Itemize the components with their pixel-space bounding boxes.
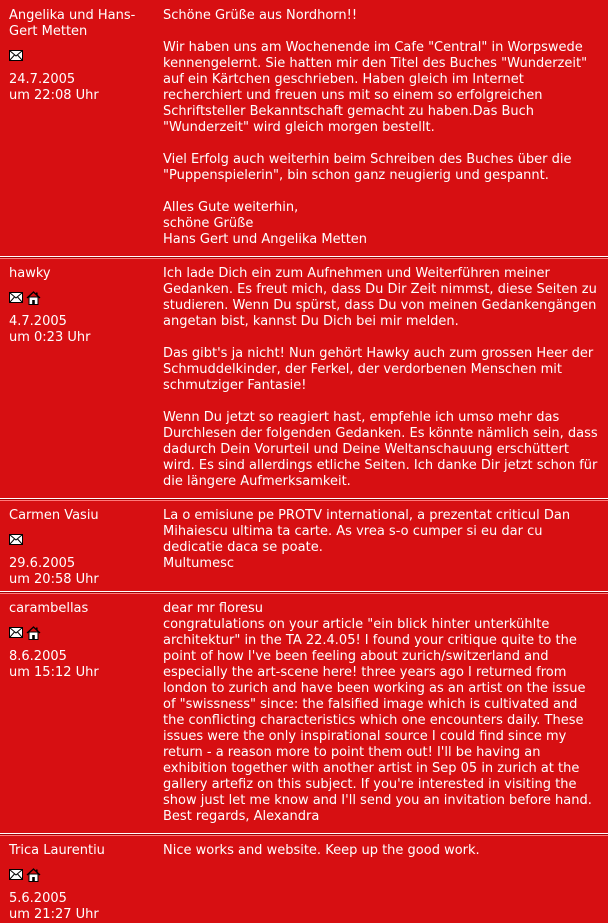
message-paragraph: Viel Erfolg auch weiterhin beim Schreiben des Buches über die "Puppenspielerin", bin schon ganz neugierig und gespannt. [163,152,572,183]
entry-date: 5.6.2005 [9,891,67,906]
mail-icon[interactable] [9,627,23,643]
entry-time: um 15:12 Uhr [9,665,99,680]
guestbook-entry [0,500,608,588]
mail-icon[interactable] [9,50,23,66]
entry-time: um 22:08 Uhr [9,88,99,103]
author-name: hawky [9,266,51,281]
guestbook-entry [0,0,608,253]
mail-icon[interactable] [9,869,23,885]
entry-meta [0,0,154,253]
contact-icons [9,534,154,550]
guestbook-entry [0,835,608,923]
entry-message [154,0,598,253]
entry-date: 4.7.2005 [9,314,67,329]
entry-message [154,593,598,830]
contact-icons [9,292,154,308]
home-icon[interactable] [26,626,41,645]
contact-icons [9,50,154,66]
author-name: carambellas [9,601,89,616]
entry-time: um 0:23 Uhr [9,330,91,345]
entry-meta [0,593,154,830]
entry-message [154,258,598,495]
guestbook-entry [0,593,608,830]
message-paragraph: Das gibt's ja nicht! Nun gehört Hawky auch zum grossen Heer der Schmuddelkinder, der Ferkel, der verdorbenen Menschen mit schmutziger Fantasie! [163,346,594,393]
author-name: Carmen Vasiu [9,508,99,523]
entry-date: 24.7.2005 [9,72,76,87]
entry-date: 29.6.2005 [9,556,76,571]
home-icon[interactable] [26,868,41,887]
entry-time: um 20:58 Uhr [9,572,99,587]
author-name: Trica Laurentiu [9,843,105,858]
guestbook-entry [0,258,608,495]
message-paragraph: Nice works and website. Keep up the good work. [163,843,480,858]
message-paragraph: Wenn Du jetzt so reagiert hast, empfehle ich umso mehr das Durchlesen der folgenden Gedanken. Es könnte nämlich sein, dass dadurch Dein Vorurteil und Deine Weltanschauung erschüttert wird. Es sind allerdings etliche Seiten. Ich danke Dir jetzt schon für die längere Aufmerksamkeit. [163,410,598,489]
entry-meta [0,500,154,588]
entry-message [154,835,598,923]
message-paragraph: dear mr floresu congratulations on your article "ein blick hinter unterkühlte architektur" in the TA 22.4.05! I found your critique quite to the point of how I've been feeling about zurich/switzerland and especially the art-scene here! three years ago I returned from london to zurich and have been working as an artist on the issue of "swissness" since: the falsified image which is cultivated and the conflicting characteristics which one encounters daily. These issues were the only inspirational source I could find since my return - a reason more to point them out! I'll be having an exhibition together with another artist in Sep 05 in zurich at the gallery artefiz on this subject. If you're interested in visiting the show just let me know and I'll send you an invitation before hand. Best regards, Alexandra [163,601,592,824]
contact-icons [9,627,154,643]
mail-icon[interactable] [9,534,23,550]
mail-icon[interactable] [9,292,23,308]
message-paragraph: Alles Gute weiterhin, schöne Grüße Hans Gert und Angelika Metten [163,200,368,247]
entry-time: um 21:27 Uhr [9,907,99,922]
author-name: Angelika und Hans-Gert Metten [9,8,136,39]
message-paragraph: La o emisiune pe PROTV international, a prezentat criticul Dan Mihaiescu ultima ta carte. As vrea s-o cumper si eu dar cu dedicatie daca se poate. Multumesc [163,508,571,571]
home-icon[interactable] [26,291,41,310]
entry-meta [0,835,154,923]
message-paragraph: Wir haben uns am Wochenende im Cafe "Central" in Worpswede kennengelernt. Sie hatten mir den Titel des Buches "Wunderzeit" auf ein Kärtchen geschrieben. Haben gleich im Internet recherchiert und freuen uns mit so einem so erfolgreichen Schriftsteller Bekanntschaft gemacht zu haben.Das Buch "Wunderzeit" wird gleich morgen bestellt. [163,40,588,135]
entry-message [154,500,598,588]
entry-meta [0,258,154,495]
message-paragraph: Schöne Grüße aus Nordhorn!! [163,8,358,23]
contact-icons [9,869,154,885]
entry-date: 8.6.2005 [9,649,67,664]
message-paragraph: Ich lade Dich ein zum Aufnehmen und Weiterführen meiner Gedanken. Es freut mich, dass Du Dir Zeit nimmst, diese Seiten zu studieren. Wenn Du spürst, dass Du von meinen Gedankengängen angetan bist, kannst Du Dich bei mir melden. [163,266,597,329]
